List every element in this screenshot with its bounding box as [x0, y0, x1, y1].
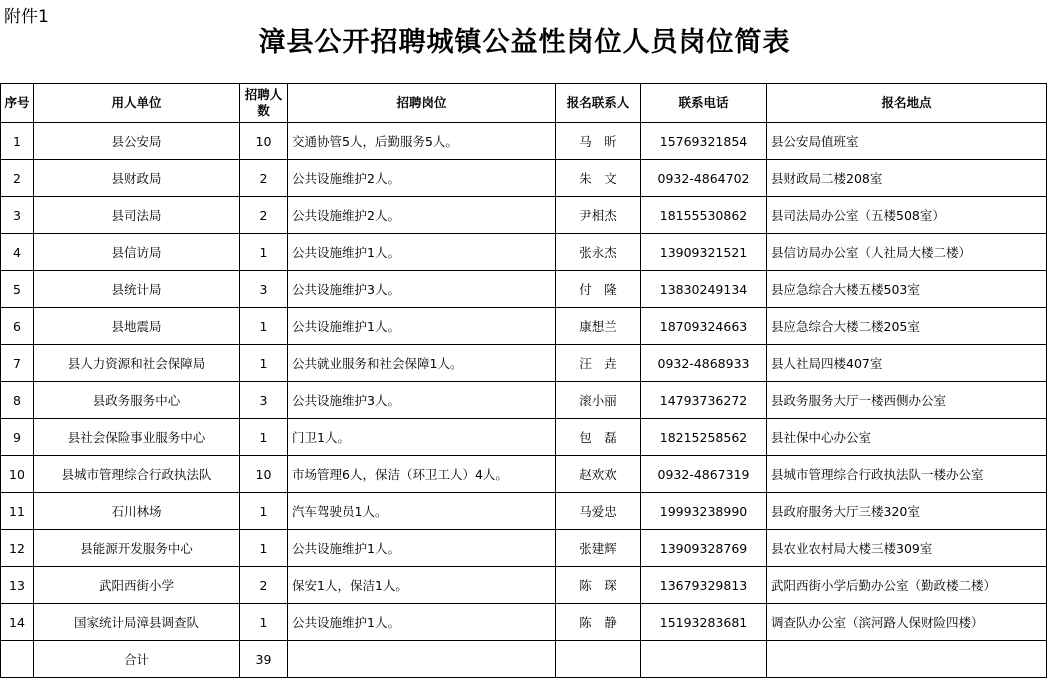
row-position: 公共设施维护1人。: [288, 604, 556, 641]
row-contact: 尹相杰: [556, 197, 641, 234]
table-row: [1, 234, 1047, 271]
page-title: 漳县公开招聘城镇公益性岗位人员岗位简表: [258, 27, 791, 58]
header-unit: 用人单位: [34, 84, 240, 123]
row-contact: 付 隆: [556, 271, 641, 308]
row-location: 县社保中心办公室: [767, 419, 1047, 456]
row-location: 县司法局办公室（五楼508室）: [767, 197, 1047, 234]
table-row: [1, 530, 1047, 567]
row-phone: 13830249134: [641, 271, 767, 308]
row-count: 1: [240, 308, 288, 345]
header-location: 报名地点: [767, 84, 1047, 123]
row-unit: 县财政局: [34, 160, 240, 197]
row-location: 县人社局四楼407室: [767, 345, 1047, 382]
row-count: 1: [240, 493, 288, 530]
row-count: 1: [240, 530, 288, 567]
row-unit: 石川林场: [34, 493, 240, 530]
row-unit: 县社会保险事业服务中心: [34, 419, 240, 456]
row-phone: 14793736272: [641, 382, 767, 419]
table-row: [1, 308, 1047, 345]
total-row: [1, 641, 1047, 678]
row-contact: 张永杰: [556, 234, 641, 271]
total-label: 合计: [34, 641, 240, 678]
row-position: 交通协管5人，后勤服务5人。: [288, 123, 556, 160]
row-contact: 康想兰: [556, 308, 641, 345]
table-row: [1, 271, 1047, 308]
row-no: 8: [1, 382, 34, 419]
row-no: 12: [1, 530, 34, 567]
row-contact: 汪 垚: [556, 345, 641, 382]
row-count: 2: [240, 567, 288, 604]
row-no: 5: [1, 271, 34, 308]
row-location: 县信访局办公室（人社局大楼二楼）: [767, 234, 1047, 271]
row-unit: 县能源开发服务中心: [34, 530, 240, 567]
row-location: 县公安局值班室: [767, 123, 1047, 160]
row-count: 1: [240, 604, 288, 641]
row-position: 公共设施维护2人。: [288, 197, 556, 234]
positions-table: [0, 83, 1047, 678]
row-no: 14: [1, 604, 34, 641]
row-count: 2: [240, 197, 288, 234]
row-position: 汽车驾驶员1人。: [288, 493, 556, 530]
header-contact: 报名联系人: [556, 84, 641, 123]
row-contact: 包 磊: [556, 419, 641, 456]
row-unit: 县统计局: [34, 271, 240, 308]
row-unit: 国家统计局漳县调查队: [34, 604, 240, 641]
row-location: 县政府服务大厅三楼320室: [767, 493, 1047, 530]
header-phone: 联系电话: [641, 84, 767, 123]
row-contact: 滚小丽: [556, 382, 641, 419]
row-location: 县政务服务大厅一楼西侧办公室: [767, 382, 1047, 419]
row-phone: 18709324663: [641, 308, 767, 345]
row-unit: 县地震局: [34, 308, 240, 345]
row-contact: 马爱忠: [556, 493, 641, 530]
total-empty-location: [767, 641, 1047, 678]
row-unit: 县公安局: [34, 123, 240, 160]
total-empty-contact: [556, 641, 641, 678]
row-position: 公共设施维护1人。: [288, 308, 556, 345]
row-count: 1: [240, 419, 288, 456]
header-position: 招聘岗位: [288, 84, 556, 123]
row-contact: 朱 文: [556, 160, 641, 197]
row-location: 县应急综合大楼二楼205室: [767, 308, 1047, 345]
row-no: 2: [1, 160, 34, 197]
row-location: 县应急综合大楼五楼503室: [767, 271, 1047, 308]
row-phone: 15193283681: [641, 604, 767, 641]
row-contact: 陈 琛: [556, 567, 641, 604]
table-row: [1, 567, 1047, 604]
row-phone: 13909321521: [641, 234, 767, 271]
row-position: 公共就业服务和社会保障1人。: [288, 345, 556, 382]
row-contact: 赵欢欢: [556, 456, 641, 493]
row-no: 6: [1, 308, 34, 345]
table-row: [1, 123, 1047, 160]
row-location: 县财政局二楼208室: [767, 160, 1047, 197]
row-unit: 武阳西街小学: [34, 567, 240, 604]
header-row: [1, 84, 1047, 123]
row-no: 11: [1, 493, 34, 530]
row-count: 1: [240, 345, 288, 382]
row-count: 2: [240, 160, 288, 197]
row-phone: 0932-4867319: [641, 456, 767, 493]
total-empty-no: [1, 641, 34, 678]
row-location: 县农业农村局大楼三楼309室: [767, 530, 1047, 567]
table-row: [1, 493, 1047, 530]
table-row: [1, 419, 1047, 456]
total-empty-phone: [641, 641, 767, 678]
row-phone: 18215258562: [641, 419, 767, 456]
attachment-label: 附件1: [4, 7, 49, 27]
row-no: 7: [1, 345, 34, 382]
total-count: 39: [240, 641, 288, 678]
row-count: 3: [240, 271, 288, 308]
row-position: 保安1人，保洁1人。: [288, 567, 556, 604]
row-count: 1: [240, 234, 288, 271]
table-row: [1, 160, 1047, 197]
row-position: 公共设施维护1人。: [288, 530, 556, 567]
row-contact: 陈 静: [556, 604, 641, 641]
row-location: 调查队办公室（滨河路人保财险四楼）: [767, 604, 1047, 641]
row-position: 公共设施维护1人。: [288, 234, 556, 271]
row-unit: 县政务服务中心: [34, 382, 240, 419]
row-phone: 19993238990: [641, 493, 767, 530]
row-unit: 县信访局: [34, 234, 240, 271]
row-contact: 张建辉: [556, 530, 641, 567]
row-count: 10: [240, 123, 288, 160]
row-position: 公共设施维护3人。: [288, 271, 556, 308]
row-unit: 县人力资源和社会保障局: [34, 345, 240, 382]
table-row: [1, 345, 1047, 382]
row-no: 1: [1, 123, 34, 160]
row-position: 公共设施维护3人。: [288, 382, 556, 419]
row-no: 3: [1, 197, 34, 234]
row-position: 门卫1人。: [288, 419, 556, 456]
row-count: 10: [240, 456, 288, 493]
row-contact: 马 昕: [556, 123, 641, 160]
row-phone: 13909328769: [641, 530, 767, 567]
table-row: [1, 456, 1047, 493]
row-phone: 15769321854: [641, 123, 767, 160]
table-row: [1, 197, 1047, 234]
table-row: [1, 382, 1047, 419]
row-no: 4: [1, 234, 34, 271]
row-phone: 13679329813: [641, 567, 767, 604]
table-row: [1, 604, 1047, 641]
row-unit: 县司法局: [34, 197, 240, 234]
row-unit: 县城市管理综合行政执法队: [34, 456, 240, 493]
row-location: 县城市管理综合行政执法队一楼办公室: [767, 456, 1047, 493]
row-no: 10: [1, 456, 34, 493]
row-phone: 0932-4864702: [641, 160, 767, 197]
total-empty-position: [288, 641, 556, 678]
header-no: 序号: [1, 84, 34, 123]
header-count: 招聘人数: [240, 84, 288, 123]
row-position: 公共设施维护2人。: [288, 160, 556, 197]
row-position: 市场管理6人，保洁（环卫工人）4人。: [288, 456, 556, 493]
row-phone: 18155530862: [641, 197, 767, 234]
row-location: 武阳西街小学后勤办公室（勤政楼二楼）: [767, 567, 1047, 604]
row-no: 9: [1, 419, 34, 456]
row-count: 3: [240, 382, 288, 419]
row-phone: 0932-4868933: [641, 345, 767, 382]
row-no: 13: [1, 567, 34, 604]
